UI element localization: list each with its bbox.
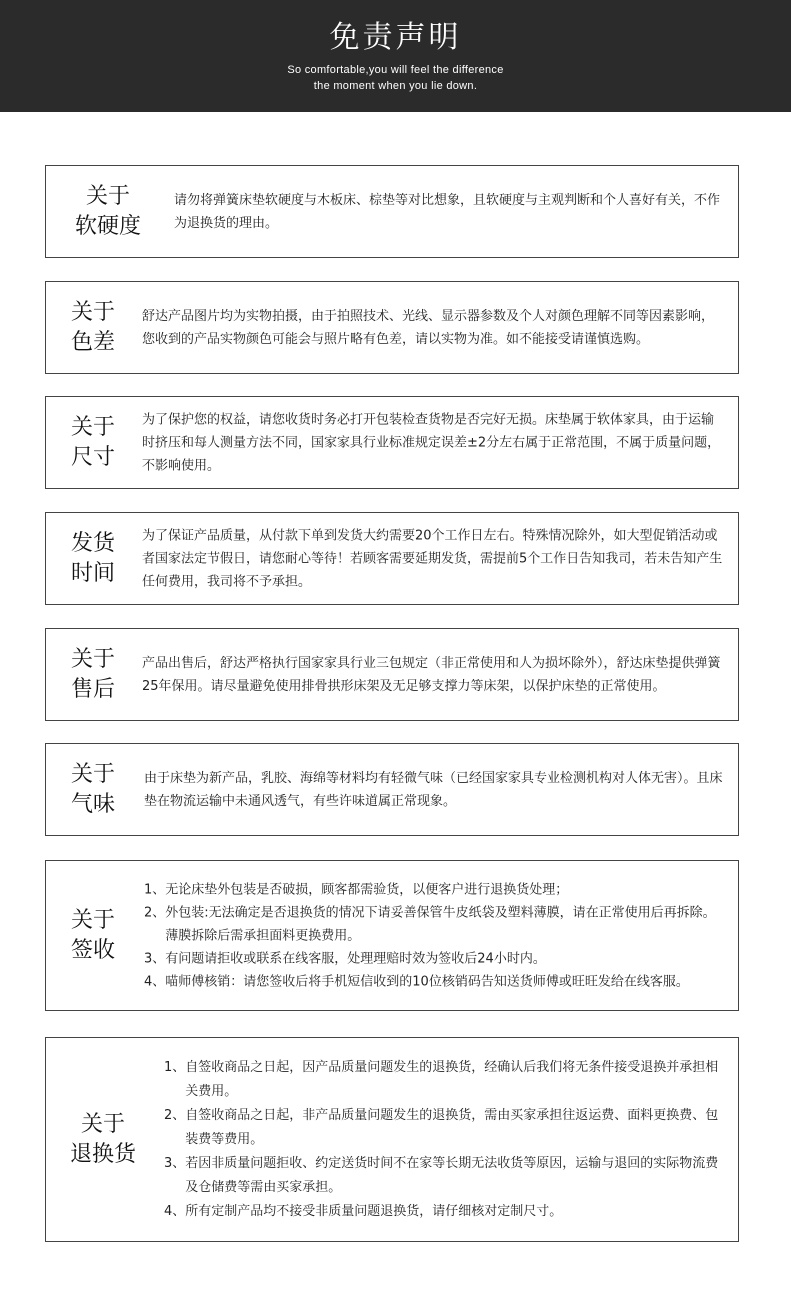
list-item: 4、 喵师傅核销：请您签收后将手机短信收到的10位核销码告知送货师傅或旺旺发给在线客服。 bbox=[144, 974, 689, 989]
header-banner bbox=[0, 0, 791, 112]
section-odor bbox=[45, 743, 739, 836]
section-label: 关于 退换货 bbox=[69, 1111, 136, 1167]
list-item: 3、 有问题请拒收或联系在线客服，处理理赔时效为签收后24小时内。 bbox=[144, 951, 546, 966]
section-label: 关于 签收 bbox=[70, 907, 115, 963]
section-label: 关于 气味 bbox=[70, 761, 115, 817]
section-text: 由于床垫为新产品，乳胶、海绵等材料均有轻微气味（已经国家家具专业检测机构对人体无害）。且床垫在物流运输中未通风透气，有些许味道属正常现象。 bbox=[144, 770, 723, 809]
section-list bbox=[144, 878, 722, 993]
page-title: 免责声明 bbox=[329, 20, 462, 55]
section-label: 关于 售后 bbox=[70, 646, 115, 702]
section-label: 发货 时间 bbox=[70, 530, 115, 586]
section-label: 关于 色差 bbox=[70, 299, 115, 355]
section-text: 产品出售后，舒达严格执行国家家具行业三包规定（非正常使用和人为损坏除外），舒达床垫提供弹簧25年保用。请尽量避免使用排骨拱形床架及无足够支撑力等床架，以保护床垫的正常使用。 bbox=[142, 655, 721, 694]
section-shipping-time bbox=[45, 512, 739, 605]
section-after-sales bbox=[45, 628, 739, 721]
section-text: 为了保证产品质量，从付款下单到发货大约需要20个工作日左右。特殊情况除外，如大型促销活动或者国家法定节假日，请您耐心等待！若顾客需要延期发货，需提前5个工作日告知我司，若未告知产生任何费用，我司将不予承担。 bbox=[142, 528, 723, 589]
list-item: 4、 所有定制产品均不接受非质量问题退换货，请仔细核对定制尺寸。 bbox=[164, 1203, 563, 1219]
section-text: 为了保护您的权益，请您收货时务必打开包装检查货物是否完好无损。床垫属于软体家具，由于运输时挤压和每人测量方法不同，国家家具行业标准规定误差±2分左右属于正常范围，不属于质量问题，不影响使用。 bbox=[142, 412, 721, 473]
section-size bbox=[45, 396, 739, 489]
section-softness bbox=[45, 165, 739, 258]
section-label: 关于 尺寸 bbox=[70, 414, 115, 470]
section-label: 关于 软硬度 bbox=[74, 183, 141, 239]
slogan-line-1: So comfortable,you will feel the difference bbox=[287, 64, 504, 76]
list-item: 2、 外包装:无法确定是否退换货的情况下请妥善保管牛皮纸袋及塑料薄膜，请在正常使用后再拆除。薄膜拆除后需承担面料更换费用。 bbox=[144, 905, 716, 943]
slogan-line-2: the moment when you lie down. bbox=[313, 80, 478, 92]
list-item: 3、 若因非质量问题拒收、约定送货时间不在家等长期无法收货等原因，运输与退回的实际物流费及仓储费等需由买家承担。 bbox=[164, 1155, 719, 1195]
section-list bbox=[164, 1056, 726, 1224]
section-signing bbox=[45, 860, 739, 1011]
section-text: 舒达产品图片均为实物拍摄，由于拍照技术、光线、显示器参数及个人对颜色理解不同等因素影响，您收到的产品实物颜色可能会与照片略有色差，请以实物为准。如不能接受请谨慎选购。 bbox=[142, 308, 715, 347]
section-returns bbox=[45, 1037, 739, 1242]
section-text: 请勿将弹簧床垫软硬度与木板床、棕垫等对比想象，且软硬度与主观判断和个人喜好有关，不作为退换货的理由。 bbox=[174, 192, 721, 231]
section-color-difference bbox=[45, 281, 739, 374]
list-item: 1、 无论床垫外包装是否破损，顾客都需验货，以便客户进行退换货处理； bbox=[144, 882, 569, 897]
list-item: 1、 自签收商品之日起，因产品质量问题发生的退换货，经确认后我们将无条件接受退换并承担相关费用。 bbox=[164, 1059, 719, 1099]
list-item: 2、 自签收商品之日起，非产品质量问题发生的退换货，需由买家承担往返运费、面料更换费、包装费等费用。 bbox=[164, 1107, 719, 1147]
